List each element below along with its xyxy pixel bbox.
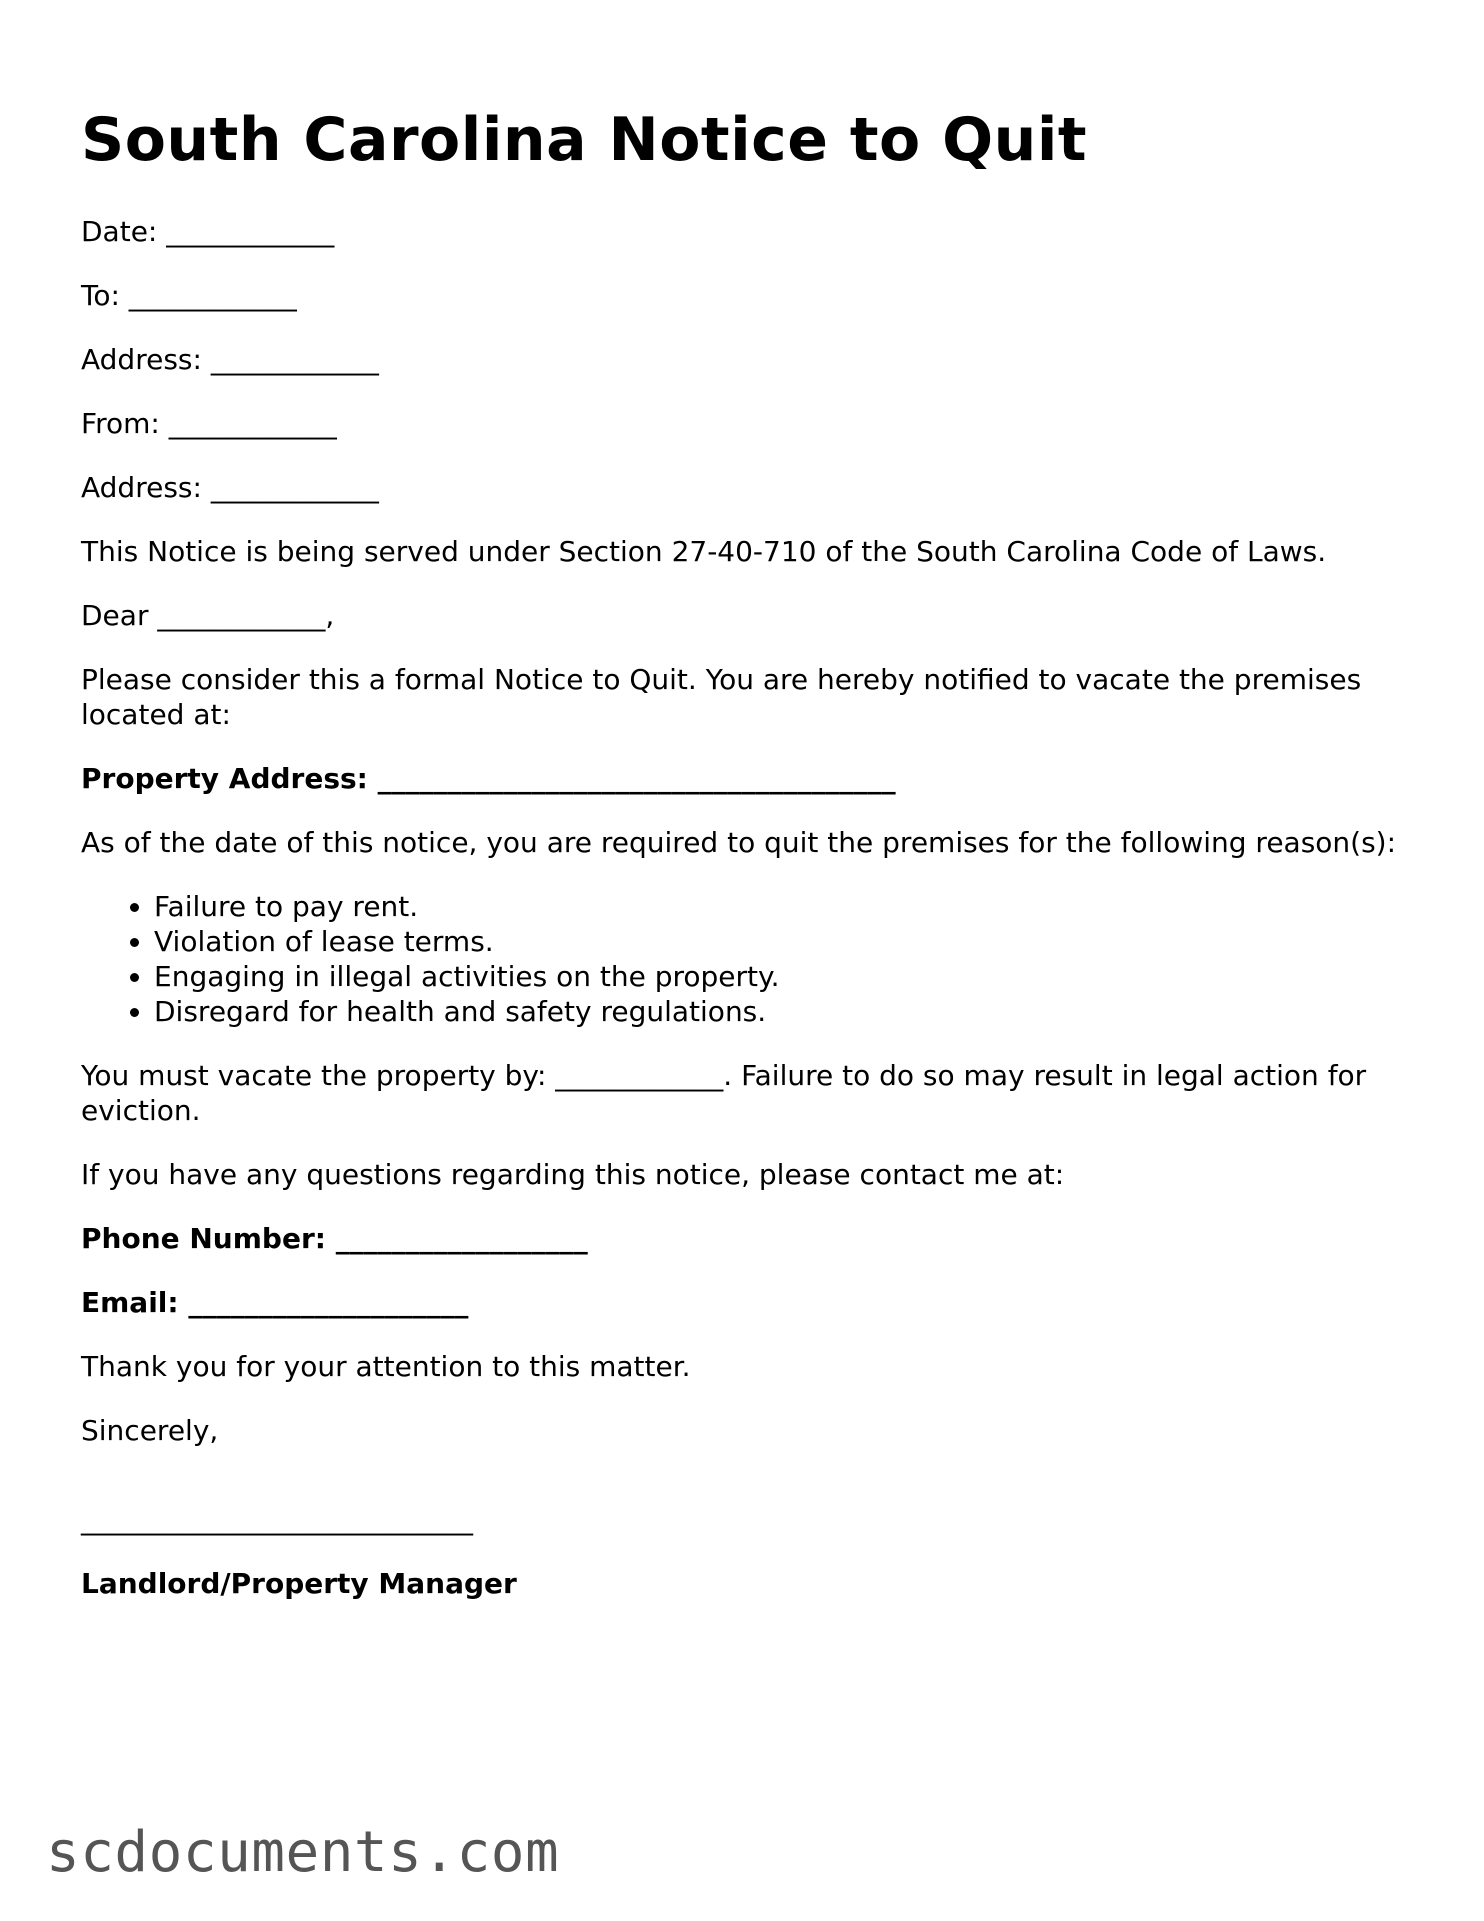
legal-basis-text: This Notice is being served under Section 27-40-710 of the South Carolina Code of Laws.: [81, 535, 1327, 568]
vacate-deadline-paragraph: You must vacate the property by: ____________. Failure to do so may result in legal action for eviction.: [81, 1059, 1367, 1127]
watermark: scdocuments.com: [46, 1820, 560, 1885]
signature-line: ____________________________: [81, 1503, 473, 1536]
closing-text: Sincerely,: [81, 1414, 219, 1447]
phone-number-field: Phone Number: __________________: [81, 1222, 588, 1255]
thanks-text: Thank you for your attention to this matter.: [81, 1350, 691, 1383]
to-field: To: ____________: [81, 279, 297, 312]
email-field: Email: ____________________: [81, 1286, 469, 1319]
notice-document: [81, 100, 1401, 1630]
property-address-field: Property Address: _____________________________________: [81, 762, 896, 795]
reason-item: • Disregard for health and safety regulations.: [154, 994, 1401, 1029]
document-title: South Carolina Notice to Quit: [81, 105, 1088, 175]
from-address-field: Address: ____________: [81, 471, 379, 504]
salutation: Dear ____________,: [81, 599, 335, 632]
reasons-list: [81, 889, 1401, 1029]
reason-item: • Engaging in illegal activities on the property.: [154, 959, 1401, 994]
to-address-field: Address: ____________: [81, 343, 379, 376]
intro-paragraph: Please consider this a formal Notice to Quit. You are hereby notified to vacate the premises located at:: [81, 663, 1362, 731]
signer-title: Landlord/Property Manager: [81, 1567, 517, 1600]
reason-item: • Failure to pay rent.: [154, 889, 1401, 924]
date-field: Date: ____________: [81, 215, 335, 248]
contact-intro: If you have any questions regarding this notice, please contact me at:: [81, 1158, 1065, 1191]
reasons-intro: As of the date of this notice, you are required to quit the premises for the following reason(s):: [81, 826, 1397, 859]
reason-item: • Violation of lease terms.: [154, 924, 1401, 959]
from-field: From: ____________: [81, 407, 337, 440]
